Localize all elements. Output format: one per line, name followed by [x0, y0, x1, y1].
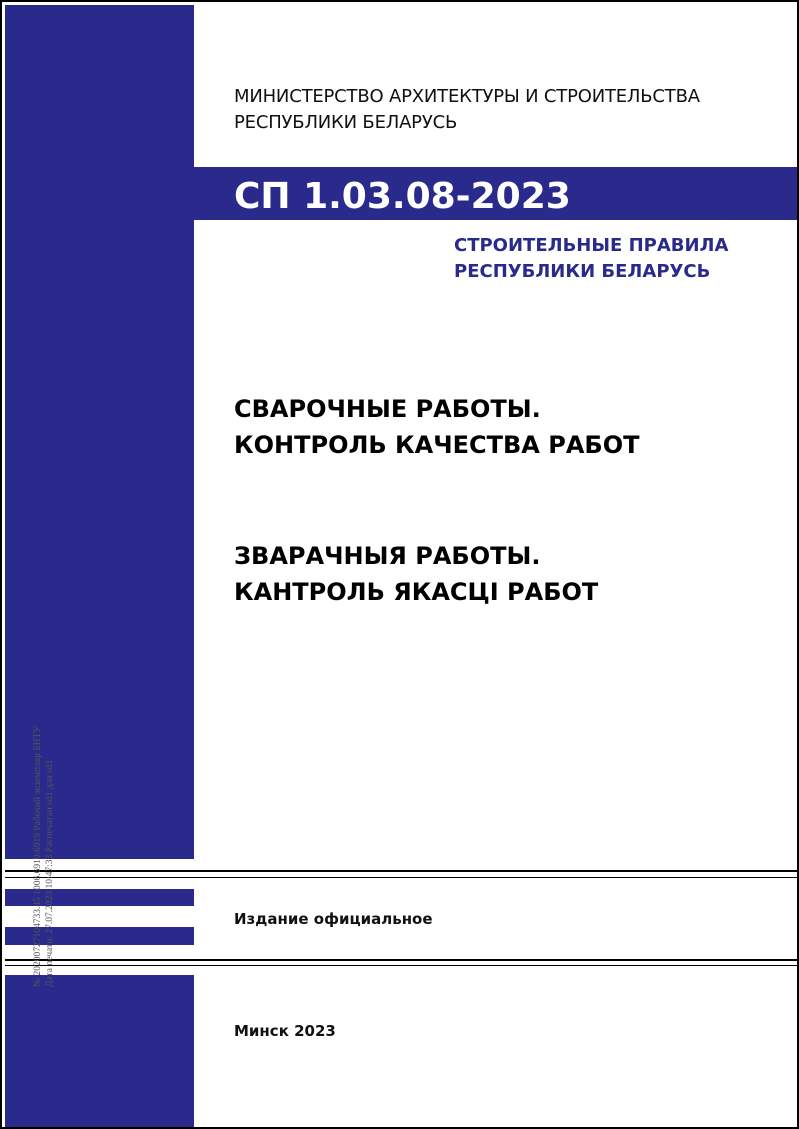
- left-blue-band-bottom: [5, 975, 194, 1127]
- watermark-stamp: [32, 726, 56, 987]
- title-belarusian: [234, 538, 598, 610]
- rule-top-1: [5, 870, 797, 872]
- ministry-line-1: МИНИСТЕРСТВО АРХИТЕКТУРЫ И СТРОИТЕЛЬСТВА: [234, 86, 700, 107]
- title-russian-line-1: СВАРОЧНЫЕ РАБОТЫ.: [234, 395, 541, 423]
- ministry-name: [234, 84, 774, 136]
- title-russian: [234, 391, 639, 463]
- edition-label: Издание официальное: [234, 910, 433, 928]
- watermark-line-1: № 20200727104733.45 1006.6919.6919 Рабочий экземпляр БНТУ: [33, 725, 43, 987]
- rule-bottom-2: [5, 965, 797, 966]
- document-code: СП 1.03.08-2023: [234, 176, 571, 217]
- document-kind-line-2: РЕСПУБЛИКИ БЕЛАРУСЬ: [454, 261, 711, 282]
- watermark-line-2: Дата печати: 27.07.2023 10:47:33 Распечатан sd1 для sd1: [45, 759, 55, 987]
- rule-bottom-1: [5, 959, 797, 961]
- title-belarusian-line-1: ЗВАРАЧНЫЯ РАБОТЫ.: [234, 542, 541, 570]
- document-kind: [454, 233, 728, 285]
- document-kind-line-1: СТРОИТЕЛЬНЫЕ ПРАВИЛА: [454, 235, 729, 256]
- ministry-line-2: РЕСПУБЛИКИ БЕЛАРУСЬ: [234, 112, 458, 133]
- title-russian-line-2: КОНТРОЛЬ КАЧЕСТВА РАБОТ: [234, 431, 640, 459]
- place-year: Минск 2023: [234, 1022, 336, 1040]
- title-belarusian-line-2: КАНТРОЛЬ ЯКАСЦІ РАБОТ: [234, 578, 599, 606]
- rule-top-2: [5, 877, 797, 878]
